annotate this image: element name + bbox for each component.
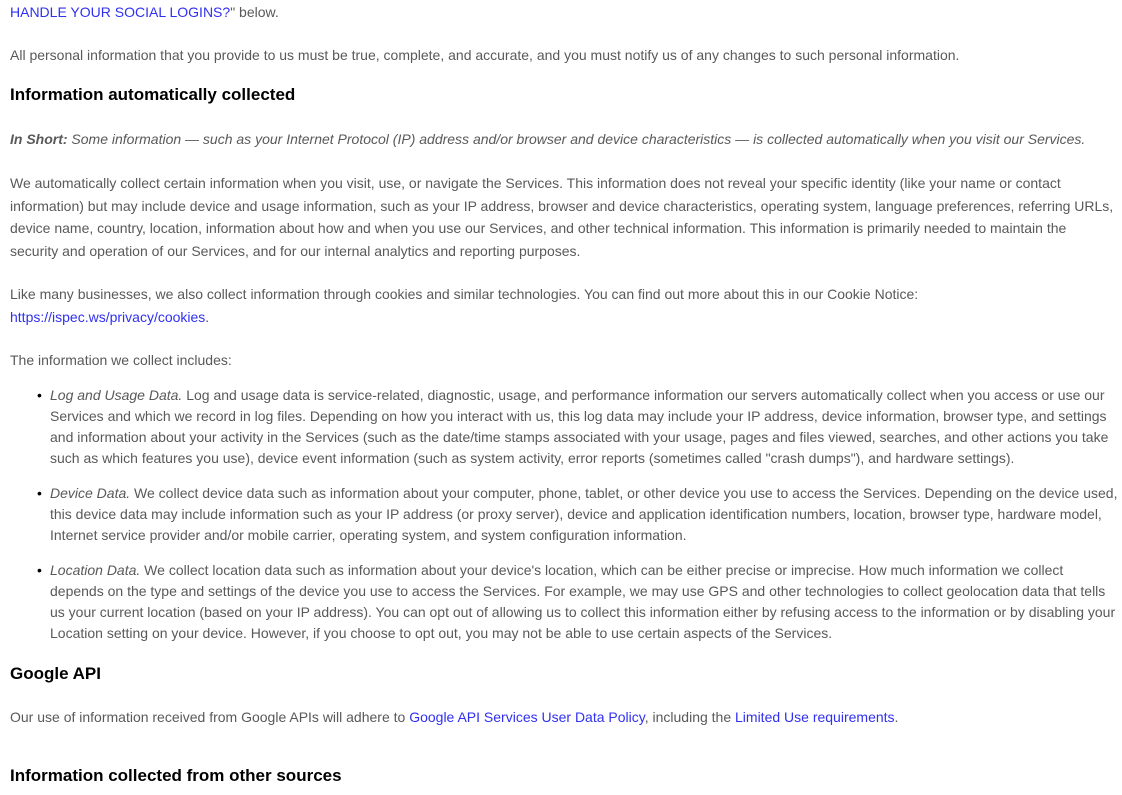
auto-collect-paragraph: We automatically collect certain information when you visit, use, or navigate the Services. This information does not reveal your specific identity (like your name or contact information) but may include device and usage information, such as your IP address, browser and device characteristics, operating system, language preferences, referring URLs, device name, country, location, information about how and when you use our Services, and other technical information. This information is primarily needed to maintain the security and operation of our Services, and for our internal analytics and reporting purposes. [10,175,1114,259]
limited-use-requirements-link[interactable]: Limited Use requirements [735,709,895,725]
intro-line [10,1,279,24]
google-user-data-policy-link[interactable]: Google API Services User Data Policy [409,709,645,725]
list-item-title: Log and Usage Data. [50,387,183,403]
cookies-text: Like many businesses, we also collect information through cookies and similar technologies. You can find out more about this in our Cookie Notice: [10,286,919,302]
list-item-text: We collect location data such as information about your device's location, which can be either precise or imprecise. How much information we collect depends on the type and settings of the device you use to access the Services. For example, we may use GPS and other technologies to collect geolocation data that tells us your current location (based on your IP address). You can opt out of allowing us to collect this information either by refusing access to the information or by disabling your Location setting on your device. However, if you choose to opt out, you may not be able to use certain aspects of the Services. [50,562,1116,641]
collected-info-list [10,385,1118,658]
in-short-text: Some information — such as your Internet Protocol (IP) address and/or browser and device characteristics — is collected automatically when you visit our Services. [67,131,1086,147]
includes-paragraph: The information we collect includes: [10,352,232,368]
list-item [37,483,1118,546]
heading-info-auto-collected: Information automatically collected [10,85,296,104]
list-item-text: We collect device data such as information about your computer, phone, tablet, or other device you use to access the Services. Depending on the device used, this device data may include information such as your IP address (or proxy server), device and application identification numbers, location, browser type, hardware model, Internet service provider and/or mobile carrier, operating system, and system configuration information. [50,485,1118,543]
list-item-title: Device Data. [50,485,131,501]
google-text-middle: , including the [644,709,736,725]
bullet-icon: • [37,485,42,501]
cookie-notice-link[interactable]: https://ispec.ws/privacy/cookies [10,308,206,325]
accuracy-paragraph: All personal information that you provide to us must be true, complete, and accurate, and you must notify us of any changes to such personal information. [10,47,960,63]
heading-info-other-sources: Information collected from other sources [10,766,342,785]
google-text-before: Our use of information received from Google APIs will adhere to [10,709,410,725]
list-item-title: Location Data. [50,562,141,578]
bullet-icon: • [37,562,42,578]
in-short-paragraph [10,128,1085,151]
heading-google-api: Google API [10,664,101,683]
bullet-icon: • [37,387,42,403]
social-logins-link[interactable]: HANDLE YOUR SOCIAL LOGINS? [10,4,231,20]
intro-suffix: " below. [230,4,279,20]
in-short-label: In Short: [10,131,68,147]
list-item [37,385,1118,469]
google-text-end: . [894,709,899,725]
list-item [37,560,1118,644]
list-item-text: Log and usage data is service-related, diagnostic, usage, and performance information our servers automatically collect when you access or use our Services and which we record in log files. Depending on how you interact with us, this log data may include your IP address, device information, browser type, and settings and information about your activity in the Services (such as the date/time stamps associated with your usage, pages and files viewed, searches, and other actions you take such as which features you use), device event information (such as system activity, error reports (sometimes called "crash dumps"), and hardware settings). [50,387,1109,466]
google-api-paragraph [10,706,898,729]
cookies-paragraph [10,283,1110,328]
cookies-end: . [205,308,210,325]
